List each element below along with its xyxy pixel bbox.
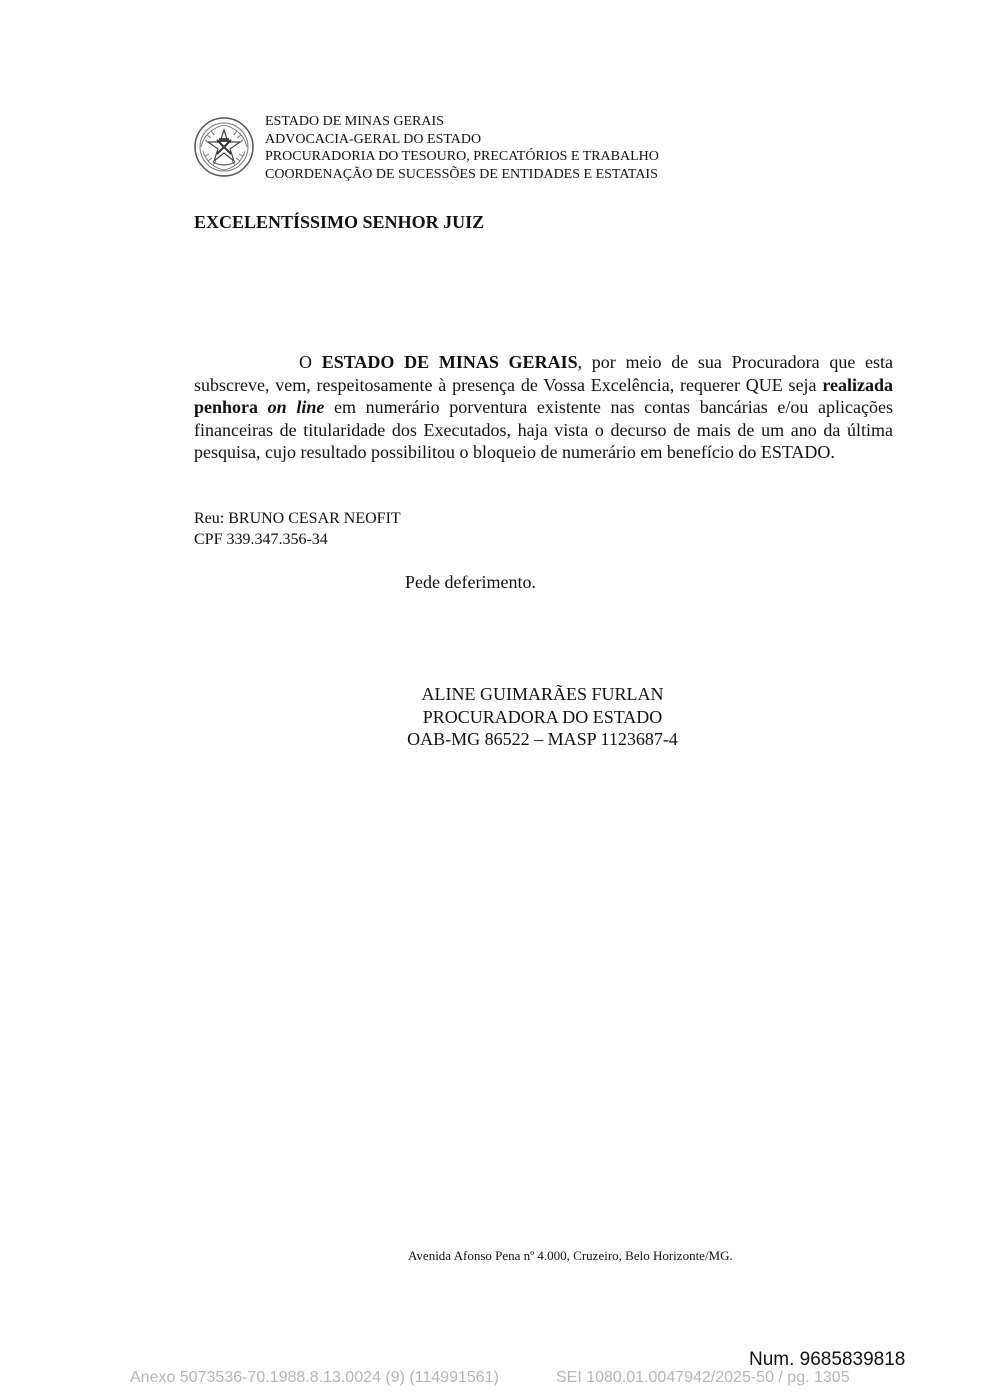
paragraph-text-a: O	[299, 352, 322, 372]
salutation: EXCELENTÍSSIMO SENHOR JUIZ	[194, 212, 485, 232]
header-line-agency: ADVOCACIA-GERAL DO ESTADO	[265, 131, 482, 147]
state-coat-of-arms-icon	[193, 116, 255, 178]
paragraph-text-f: em numerário porventura existente nas contas bancárias e/ou aplicações financeiras de titularidade dos Executados, haja vista o decurso de mais de um ano da última pesquisa, cujo resultado possibilitou o bloqueio de numerário em benefício do ESTADO.	[194, 397, 894, 463]
petition-paragraph	[194, 351, 893, 464]
defendant-cpf: CPF 339.347.356-34	[194, 531, 328, 548]
footer-sei-reference: SEI 1080.01.0047942/2025-50 / pg. 1305	[556, 1369, 850, 1386]
office-address: Avenida Afonso Pena nº 4.000, Cruzeiro, Belo Horizonte/MG.	[408, 1248, 733, 1263]
signer-name: ALINE GUIMARÃES FURLAN	[421, 684, 664, 704]
paragraph-text-c: , por meio de sua Procuradora que esta subscreve, vem, respeitosamente à presença de Vossa Excelência, requerer QUE seja	[194, 352, 894, 395]
paragraph-bold-state: ESTADO DE MINAS GERAIS	[321, 352, 578, 372]
paragraph-bolditalic-online: on line	[267, 397, 325, 418]
header-line-state: ESTADO DE MINAS GERAIS	[265, 114, 444, 129]
paragraph-bold-penhora: realizada penhora	[194, 374, 893, 418]
header-institution	[265, 113, 659, 183]
defendant-block	[194, 508, 401, 550]
signer-title: PROCURADORA DO ESTADO	[422, 706, 663, 727]
document-number: Num. 9685839818	[749, 1349, 906, 1370]
header-line-coordenacao: COORDENAÇÃO DE SUCESSÕES DE ENTIDADES E ESTATAIS	[265, 166, 658, 182]
footer-annex-reference: Anexo 5073536-70.1988.8.13.0024 (9) (114991561)	[130, 1369, 499, 1386]
defendant-name: Reu: BRUNO CESAR NEOFIT	[194, 510, 401, 527]
header-line-procuradoria: PROCURADORIA DO TESOURO, PRECATÓRIOS E TRABALHO	[265, 149, 659, 164]
signer-registration: OAB-MG 86522 – MASP 1123687-4	[407, 729, 678, 750]
closing-request: Pede deferimento.	[405, 572, 536, 592]
signature-block	[380, 683, 705, 751]
